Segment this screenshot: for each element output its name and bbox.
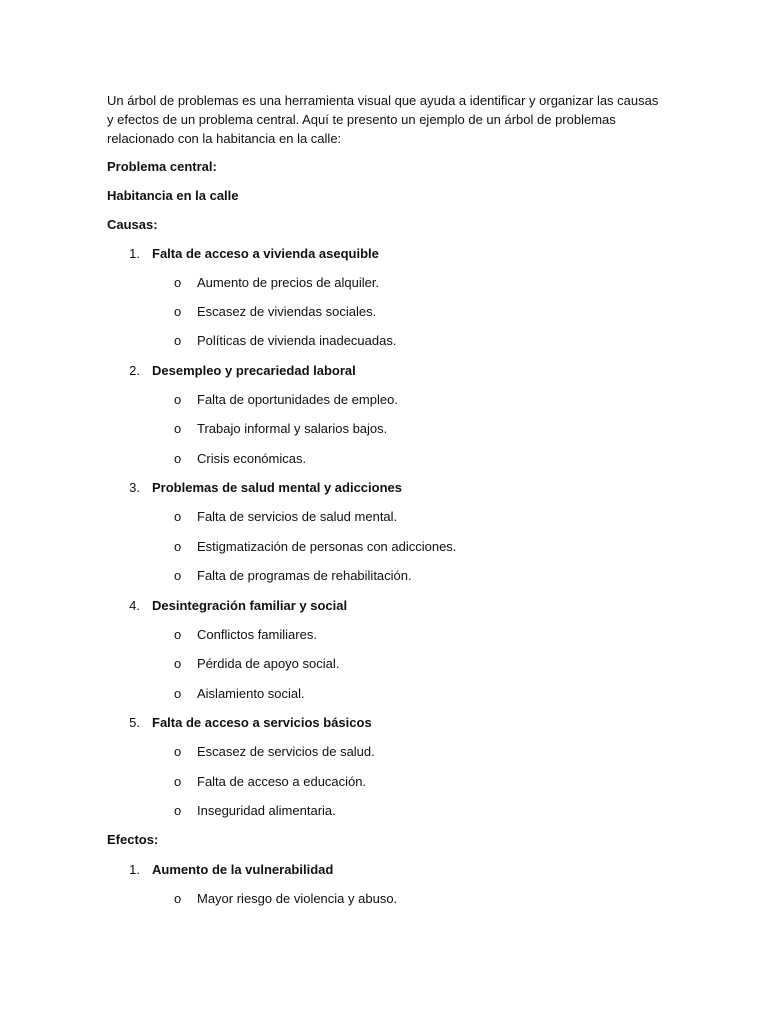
bullet-marker: o [174,891,182,906]
bullet-marker: o [174,774,182,789]
bullet-marker: o [174,803,182,818]
bullet-marker: o [174,627,182,642]
cause-number: 5. [129,715,140,730]
bullet-marker: o [174,275,182,290]
causes-heading: Causas: [107,217,158,232]
cause-item: Crisis económicas. [197,451,307,466]
cause-item: Conflictos familiares. [197,627,317,642]
cause-title: Desintegración familiar y social [152,598,348,613]
bullet-marker: o [174,744,182,759]
cause-number: 4. [129,598,140,613]
cause-item: Falta de servicios de salud mental. [197,509,398,524]
cause-title: Falta de acceso a servicios básicos [152,715,372,730]
cause-number: 2. [129,363,140,378]
cause-item: Trabajo informal y salarios bajos. [197,421,388,436]
cause-item: Falta de acceso a educación. [197,774,367,789]
cause-title: Problemas de salud mental y adicciones [152,480,402,495]
effect-title: Aumento de la vulnerabilidad [152,862,334,877]
cause-title: Falta de acceso a vivienda asequible [152,246,379,261]
effects-heading: Efectos: [107,832,159,847]
bullet-marker: o [174,451,182,466]
cause-item: Falta de oportunidades de empleo. [197,392,398,407]
cause-item: Inseguridad alimentaria. [197,803,336,818]
cause-item: Políticas de vivienda inadecuadas. [197,333,397,348]
bullet-marker: o [174,539,182,554]
bullet-marker: o [174,509,182,524]
cause-item: Escasez de viviendas sociales. [197,304,377,319]
effect-item: Mayor riesgo de violencia y abuso. [197,891,398,906]
effect-number: 1. [129,862,140,877]
cause-item: Estigmatización de personas con adicciones. [197,539,457,554]
bullet-marker: o [174,568,182,583]
cause-number: 3. [129,480,140,495]
bullet-marker: o [174,392,182,407]
bullet-marker: o [174,421,182,436]
cause-item: Falta de programas de rehabilitación. [197,568,412,583]
bullet-marker: o [174,656,182,671]
intro-paragraph: Un árbol de problemas es una herramienta visual que ayuda a identificar y organizar las causas y efectos de un problema central. Aquí te presento un ejemplo de un árbol de problemas relacionado con la habitancia en la calle: [107,93,659,146]
bullet-marker: o [174,686,182,701]
cause-item: Aislamiento social. [197,686,305,701]
cause-item: Pérdida de apoyo social. [197,656,340,671]
central-problem-heading: Problema central: [107,159,217,174]
bullet-marker: o [174,304,182,319]
bullet-marker: o [174,333,182,348]
cause-title: Desempleo y precariedad laboral [152,363,356,378]
cause-item: Escasez de servicios de salud. [197,744,375,759]
central-problem-title: Habitancia en la calle [107,188,239,203]
cause-item: Aumento de precios de alquiler. [197,275,380,290]
cause-number: 1. [129,246,140,261]
